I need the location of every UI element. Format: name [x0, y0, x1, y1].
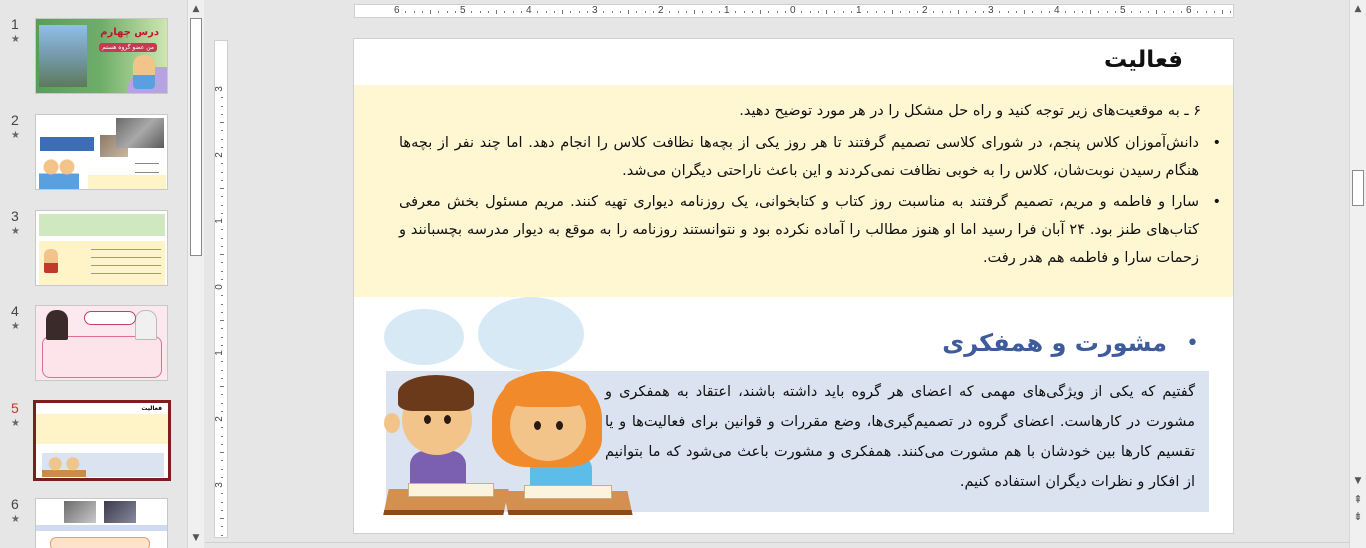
ruler-tick [471, 11, 472, 13]
thumbnail-title: فعالیت [141, 405, 162, 412]
ruler-tick [221, 180, 223, 181]
ruler-label: 6 [1186, 5, 1192, 16]
ruler-label: 0 [213, 284, 225, 290]
ruler-tick [612, 11, 613, 13]
ruler-tick [221, 238, 223, 239]
slide-scrollbar[interactable] [1349, 0, 1366, 548]
child-illustration [42, 453, 86, 477]
ruler-tick [221, 130, 223, 131]
section-heading[interactable]: مشورت و همفکری [942, 329, 1167, 357]
ruler-tick [620, 11, 621, 13]
ruler-tick [843, 11, 844, 13]
ruler-tick [220, 254, 224, 255]
ruler-tick [504, 11, 505, 13]
ruler-tick [221, 427, 223, 428]
ruler-tick [810, 11, 811, 13]
ruler-tick [1181, 11, 1182, 13]
ruler-label: 2 [922, 5, 928, 16]
ruler-tick [686, 11, 687, 13]
thumbnail-image[interactable] [35, 210, 168, 286]
ruler-tick [1090, 10, 1091, 14]
ruler-label: 1 [856, 5, 862, 16]
ruler-tick [942, 11, 943, 13]
ruler-tick [221, 147, 223, 148]
ruler-tick [1230, 11, 1231, 13]
slide-canvas[interactable] [353, 38, 1234, 534]
ruler-tick [220, 386, 224, 387]
slide-number: 5 [11, 400, 19, 416]
ruler-tick [933, 11, 934, 13]
children-reading-illustration [380, 369, 634, 521]
ruler-tick [768, 11, 769, 13]
ruler-tick [447, 11, 448, 13]
ruler-tick [562, 10, 563, 14]
vertical-ruler [214, 40, 228, 538]
ruler-tick [1222, 10, 1223, 14]
slide-thumbnail-pane [0, 0, 188, 548]
ruler-tick [496, 10, 497, 14]
activity-box[interactable] [354, 85, 1234, 297]
thumbnail-image[interactable] [35, 498, 168, 548]
ruler-tick [546, 11, 547, 13]
thumbnail-title: درس چهارم [100, 27, 159, 38]
thumbnail-image[interactable] [35, 114, 168, 190]
ruler-label: 1 [213, 350, 225, 356]
ruler-label: 2 [213, 152, 225, 158]
ruler-tick [570, 11, 571, 13]
photo-collage [39, 25, 87, 87]
ruler-tick [645, 11, 646, 13]
ruler-tick [999, 11, 1000, 13]
ruler-tick [221, 114, 223, 115]
ruler-tick [636, 11, 637, 13]
slide-title[interactable]: فعالیت [1103, 47, 1183, 73]
ruler-tick [867, 11, 868, 13]
ruler-tick [1082, 11, 1083, 13]
ruler-tick [220, 320, 224, 321]
ruler-label: 2 [658, 5, 664, 16]
ruler-tick [1140, 11, 1141, 13]
ruler-tick [975, 11, 976, 13]
ruler-tick [221, 205, 223, 206]
ruler-tick [744, 11, 745, 13]
slide-number: 2 [11, 112, 19, 128]
ruler-tick [221, 493, 223, 494]
ruler-tick [966, 11, 967, 13]
ruler-label: 0 [790, 5, 796, 16]
next-slide-icon[interactable]: ⇟ [1350, 509, 1366, 524]
ruler-tick [1098, 11, 1099, 13]
child-illustration [133, 55, 155, 89]
scroll-up-arrow-icon[interactable]: ▲ [188, 2, 204, 17]
ruler-tick [711, 11, 712, 13]
ruler-tick [653, 11, 654, 13]
ruler-tick [1032, 11, 1033, 13]
ruler-label: 1 [213, 218, 225, 224]
thumbnail-image[interactable] [33, 400, 171, 481]
ruler-tick [735, 11, 736, 13]
ruler-tick [900, 11, 901, 13]
ruler-tick [221, 370, 223, 371]
transition-star-icon: ★ [11, 34, 20, 45]
ruler-tick [876, 11, 877, 13]
slide-number: 1 [11, 16, 19, 32]
ruler-tick [221, 106, 223, 107]
ruler-tick [221, 279, 223, 280]
ruler-tick [1131, 11, 1132, 13]
ruler-tick [221, 337, 223, 338]
ruler-tick [405, 11, 406, 13]
ruler-tick [414, 11, 415, 13]
thumbnail-image[interactable] [35, 305, 168, 381]
scroll-up-arrow-icon[interactable]: ▲ [1350, 2, 1366, 17]
transition-star-icon: ★ [11, 418, 20, 429]
ruler-tick [221, 510, 223, 511]
ruler-label: 4 [526, 5, 532, 16]
thumbnail-scrollbar[interactable] [187, 0, 204, 548]
ruler-tick [719, 11, 720, 13]
transition-star-icon: ★ [11, 226, 20, 237]
ruler-tick [694, 10, 695, 14]
transition-star-icon: ★ [11, 321, 20, 332]
ruler-tick [221, 172, 223, 173]
ruler-tick [221, 229, 223, 230]
ruler-tick [221, 361, 223, 362]
ruler-tick [220, 518, 224, 519]
thumbnail-subtitle: من عضو گروه هستم [99, 43, 157, 52]
bottom-divider [205, 542, 1349, 548]
ruler-tick [669, 11, 670, 13]
ruler-tick [438, 11, 439, 13]
ruler-tick [221, 97, 223, 98]
ruler-tick [1074, 11, 1075, 13]
ruler-tick [826, 10, 827, 14]
info-paragraph: گفتیم که یکی از ویژگی‌های مهمی که اعضای هر گروه باید داشته باشند، اعتقاد به همفکری و مشورت در کارهاست. اعضای گروه در تصمیم‌گیری‌ها، وضع مقررات و قوانین برای فعالیت‌ها و یا تقسیم کارها بین خودشان با هم مشورت می‌کنند. همفکری و مشورت باعث می‌شود که ما بتوانیم از افکار و نظرات دیگران استفاده کنیم. [605, 384, 1195, 490]
ruler-tick [221, 213, 223, 214]
ruler-tick [834, 11, 835, 13]
slide-number: 4 [11, 303, 19, 319]
activity-bullet-2: • سارا و فاطمه و مریم، تصمیم گرفتند به مناسبت روز کتاب و کتابخوانی، یک روزنامه دیواری تهیه کنند. مریم مسئول بخش معرفی کتاب‌های طنز بود. ۲۴ آبان فرا رسید اما او هنوز مطالب را آماده نکرده بود و نتوانستند روزنامه را به موقع به دیوار مدرسه بچسبانند و زحمات سارا و فاطمه هم هدر رفت. [399, 188, 1199, 272]
thought-bubble [478, 297, 584, 371]
ruler-label: 5 [460, 5, 466, 16]
scroll-down-arrow-icon[interactable]: ▼ [1350, 474, 1366, 489]
ruler-tick [892, 10, 893, 14]
activity-bullet-1: • دانش‌آموزان کلاس پنجم، در شورای کلاسی تصمیم گرفتند تا هر روز یکی از بچه‌ها نظافت کلاس را انجام دهد. اما چند نفر از بچه‌ها هنگام رسیدن نوبت‌شان، کلاس را به خوبی نظافت نمی‌کردند و این باعث ناراحتی دیگران می‌شد. [399, 129, 1199, 185]
transition-star-icon: ★ [11, 514, 20, 525]
ruler-tick [221, 469, 223, 470]
ruler-tick [1148, 11, 1149, 13]
ruler-tick [422, 11, 423, 13]
scroll-down-arrow-icon[interactable]: ▼ [188, 531, 204, 546]
ruler-tick [221, 304, 223, 305]
ruler-tick [220, 188, 224, 189]
ruler-tick [958, 10, 959, 14]
ruler-tick [221, 436, 223, 437]
slide-number: 3 [11, 208, 19, 224]
ruler-tick [221, 502, 223, 503]
ruler-tick [950, 11, 951, 13]
previous-slide-icon[interactable]: ⇞ [1350, 492, 1366, 507]
slide-number: 6 [11, 496, 19, 512]
ruler-tick [752, 11, 753, 13]
scrollbar-thumb[interactable] [1352, 170, 1364, 206]
ruler-label: 1 [724, 5, 730, 16]
ruler-tick [521, 11, 522, 13]
ruler-tick [777, 11, 778, 13]
ruler-tick [1206, 11, 1207, 13]
ruler-tick [488, 11, 489, 13]
ruler-tick [221, 163, 223, 164]
horizontal-ruler [354, 4, 1234, 18]
ruler-tick [1214, 11, 1215, 13]
ruler-label: 3 [592, 5, 598, 16]
ruler-tick [1024, 10, 1025, 14]
ruler-tick [221, 403, 223, 404]
ruler-tick [1173, 11, 1174, 13]
ruler-tick [983, 11, 984, 13]
ruler-tick [221, 312, 223, 313]
ruler-tick [884, 11, 885, 13]
ruler-label: 6 [394, 5, 400, 16]
ruler-tick [678, 11, 679, 13]
child-illustration [39, 155, 79, 189]
ruler-tick [221, 139, 223, 140]
thumbnail-image[interactable] [35, 18, 168, 94]
ruler-tick [220, 452, 224, 453]
ruler-tick [587, 11, 588, 13]
ruler-tick [554, 11, 555, 13]
ruler-label: 3 [988, 5, 994, 16]
ruler-tick [221, 411, 223, 412]
ruler-tick [603, 11, 604, 13]
ruler-tick [221, 262, 223, 263]
ruler-tick [1049, 11, 1050, 13]
ruler-label: 4 [1054, 5, 1060, 16]
ruler-tick [1041, 11, 1042, 13]
ruler-tick [221, 345, 223, 346]
ruler-tick [628, 10, 629, 14]
ruler-tick [851, 11, 852, 13]
ruler-tick [221, 271, 223, 272]
transition-star-icon: ★ [11, 130, 20, 141]
ruler-tick [785, 11, 786, 13]
ruler-tick [221, 196, 223, 197]
ruler-tick [221, 328, 223, 329]
ruler-tick [455, 11, 456, 13]
ruler-label: 3 [213, 86, 225, 92]
ruler-tick [220, 122, 224, 123]
ruler-tick [1156, 10, 1157, 14]
ruler-tick [909, 11, 910, 13]
ruler-tick [221, 394, 223, 395]
ruler-tick [221, 295, 223, 296]
ruler-tick [917, 11, 918, 13]
ruler-tick [221, 378, 223, 379]
activity-question: ۶ ـ به موقعیت‌های زیر توجه کنید و راه حل مشکل را در هر مورد توضیح دهید. [739, 103, 1201, 119]
ruler-tick [1164, 11, 1165, 13]
ruler-tick [1197, 11, 1198, 13]
child-illustration [44, 249, 58, 273]
ruler-tick [221, 246, 223, 247]
ruler-tick [480, 11, 481, 13]
scrollbar-thumb[interactable] [190, 18, 202, 256]
thought-bubble [384, 309, 464, 365]
ruler-tick [760, 10, 761, 14]
ruler-tick [513, 11, 514, 13]
ruler-tick [1115, 11, 1116, 13]
ruler-label: 3 [213, 482, 225, 488]
ruler-tick [702, 11, 703, 13]
ruler-tick [801, 11, 802, 13]
ruler-tick [430, 10, 431, 14]
ruler-tick [221, 460, 223, 461]
ruler-tick [579, 11, 580, 13]
ruler-tick [221, 444, 223, 445]
ruler-tick [221, 477, 223, 478]
ruler-tick [818, 11, 819, 13]
ruler-tick [221, 526, 223, 527]
ruler-tick [1065, 11, 1066, 13]
ruler-label: 2 [213, 416, 225, 422]
ruler-tick [1008, 11, 1009, 13]
ruler-tick [1107, 11, 1108, 13]
ruler-tick [537, 11, 538, 13]
section-bullet: • [1186, 331, 1199, 356]
ruler-tick [221, 535, 223, 536]
ruler-label: 5 [1120, 5, 1126, 16]
ruler-tick [1016, 11, 1017, 13]
